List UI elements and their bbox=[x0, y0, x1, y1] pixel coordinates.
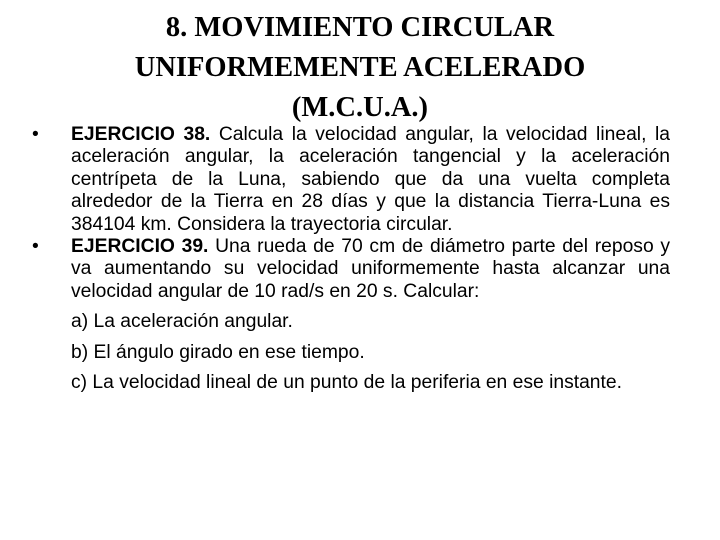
exercise-39-text: Una rueda de 70 cm de diámetro parte del reposo y va aumentando su velocidad uniformemente hasta alcanzar una velocidad angular de 10 rad/s en 20 s. Calcular: bbox=[71, 236, 670, 302]
exercise-38 bbox=[30, 124, 670, 236]
exercise-39 bbox=[30, 236, 670, 303]
bullet-icon: • bbox=[32, 124, 39, 145]
title-line-1: 8. MOVIMIENTO CIRCULAR bbox=[165, 12, 555, 43]
exercise-39-item-a: a) La aceleración angular. bbox=[71, 311, 293, 333]
exercise-39-label: EJERCICIO 39. bbox=[71, 236, 209, 258]
exercise-39-item-c: c) La velocidad lineal de un punto de la periferia en ese instante. bbox=[71, 372, 622, 394]
title-line-3: (M.C.U.A.) bbox=[291, 92, 429, 123]
exercise-39-item-b: b) El ángulo girado en ese tiempo. bbox=[71, 341, 365, 363]
bullet-icon: • bbox=[32, 236, 39, 258]
slide-body bbox=[30, 124, 670, 394]
exercise-38-label: EJERCICIO 38. bbox=[71, 124, 211, 145]
title-line-2: UNIFORMEMENTE ACELERADO bbox=[134, 52, 586, 83]
exercise-38-text: Calcula la velocidad angular, la velocidad lineal, la aceleración angular, la aceleración tangencial y la aceleración centrípeta de la Luna, sabiendo que da una vuelta completa alrededor de la Tierra en 28 días y que la distancia Tierra-Luna es 384104 km. Considera la trayectoria circular. bbox=[71, 124, 670, 235]
slide-title bbox=[40, 8, 680, 128]
exercise-39-items bbox=[30, 311, 670, 394]
